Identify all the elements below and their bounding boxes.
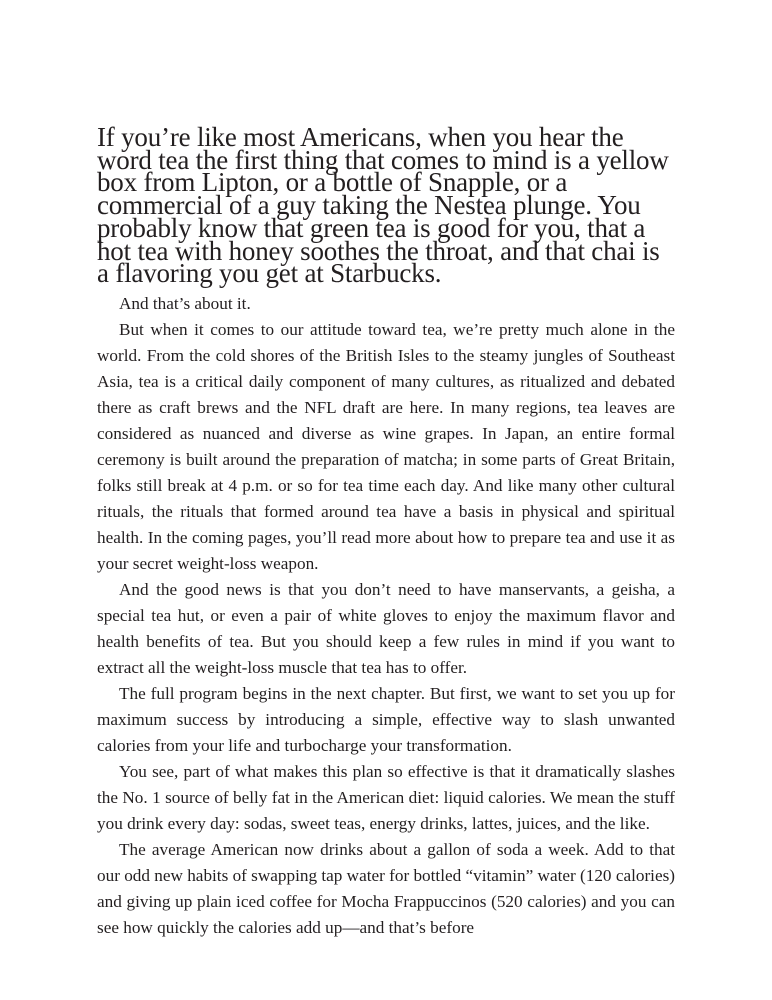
- body-paragraph-5: You see, part of what makes this plan so effective is that it dramatically slashes the No. 1 source of belly fat in the American diet: liquid calories. We mean the stuff you drink every day: sodas, sweet teas, energy drinks, lattes, juices, and the like.: [97, 761, 675, 833]
- body-paragraph-2: But when it comes to our attitude toward tea, we’re pretty much alone in the world. From the cold shores of the British Isles to the steamy jungles of Southeast Asia, tea is a critical daily component of many cultures, as ritualized and debated there as craft brews and the NFL draft are here. In many regions, tea leaves are considered as nuanced and diverse as wine grapes. In Japan, an entire formal ceremony is built around the preparation of matcha; in some parts of Great Britain, folks still break at 4 p.m. or so for tea time each day. And like many other cultural rituals, the rituals that formed around tea have a basis in physical and spiritual health. In the coming pages, you’ll read more about how to prepare tea and use it as your secret weight-loss weapon.: [97, 319, 675, 573]
- body-paragraph-1: And that’s about it.: [119, 293, 251, 313]
- lead-paragraph: If you’re like most Americans, when you hear the word tea the first thing that comes to mind is a yellow box from Lipton, or a bottle of Snapple, or a commercial of a guy taking the Nestea plunge. You probably know that green tea is good for you, that a hot tea with honey soothes the throat, and that chai is a flavoring you get at Starbucks.: [97, 122, 669, 289]
- body-paragraph-3: And the good news is that you don’t need to have manservants, a geisha, a special tea hut, or even a pair of white gloves to enjoy the maximum flavor and health benefits of tea. But you should keep a few rules in mind if you want to extract all the weight-loss muscle that tea has to offer.: [97, 579, 675, 677]
- body-paragraph-4: The full program begins in the next chapter. But first, we want to set you up for maximum success by introducing a simple, effective way to slash unwanted calories from your life and turbocharge your transformation.: [97, 683, 675, 755]
- body-paragraph-6: The average American now drinks about a gallon of soda a week. Add to that our odd new habits of swapping tap water for bottled “vitamin” water (120 calories) and giving up plain iced coffee for Mocha Frappuccinos (520 calories) and you can see how quickly the calories add up—and that’s before: [97, 839, 675, 937]
- book-page: [97, 124, 675, 941]
